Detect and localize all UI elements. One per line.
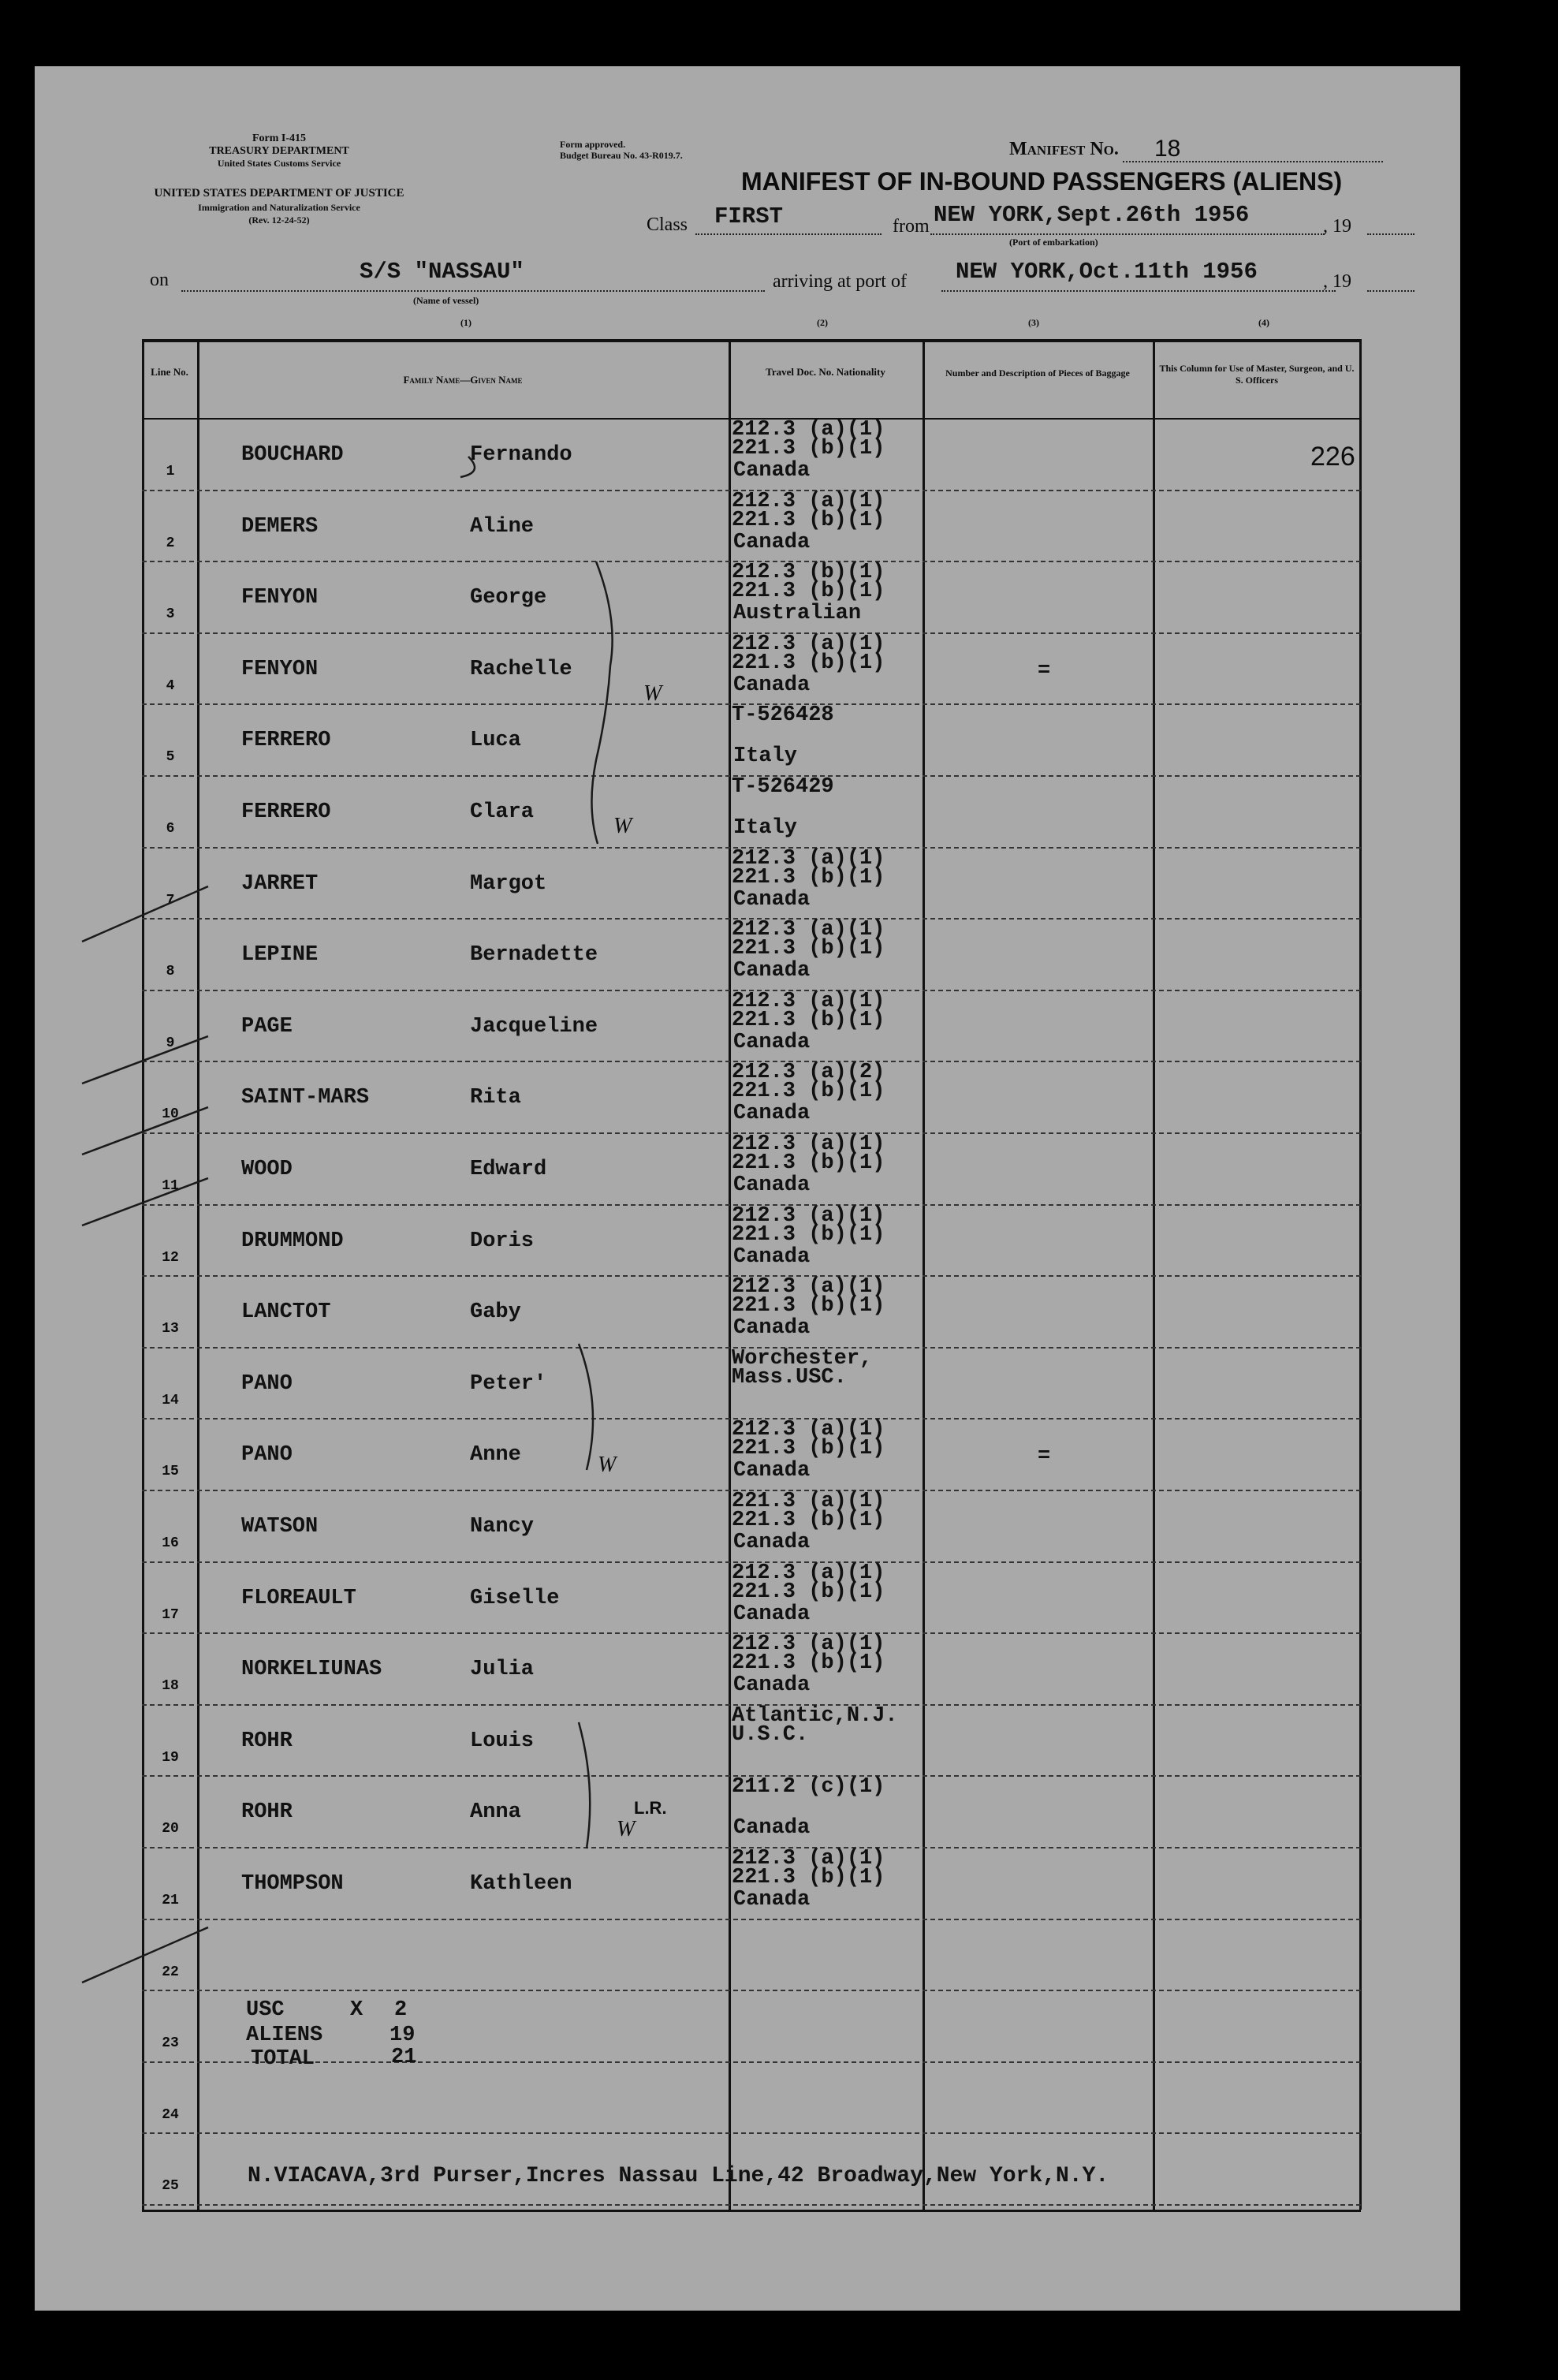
line-number: 22	[162, 1964, 179, 1980]
family-name: PANO	[241, 1443, 293, 1468]
travel-doc-1: Worchester,	[732, 1346, 873, 1371]
given-name: Anna	[470, 1800, 521, 1825]
travel-doc-1: 212.3 (a)(1)	[732, 989, 885, 1013]
travel-doc-1: 212.3 (a)(1)	[732, 1632, 885, 1657]
line-number: 16	[162, 1535, 179, 1551]
family-name: ROHR	[241, 1729, 293, 1753]
travel-doc-2: 221.3 (b)(1)	[732, 580, 885, 604]
usc-value: 2	[394, 1998, 408, 2022]
nationality: Canada	[733, 959, 811, 983]
year-suffix-2: , 19	[1323, 271, 1351, 292]
given-name: Jacqueline	[470, 1014, 598, 1039]
line-number: 5	[166, 749, 175, 766]
family-name: ROHR	[241, 1800, 293, 1825]
page-title: MANIFEST OF IN-BOUND PASSENGERS (ALIENS)	[741, 167, 1343, 196]
travel-doc-1: Atlantic,N.J.	[732, 1703, 898, 1728]
col-header-travel-doc: Travel Doc. No. Nationality	[766, 366, 885, 378]
initial-mark-4: W	[617, 1817, 636, 1841]
nationality: Canada	[733, 459, 811, 483]
line-number: 8	[166, 964, 175, 980]
given-name: Kathleen	[470, 1872, 572, 1896]
family-name: FENYON	[241, 586, 319, 610]
given-name: Giselle	[470, 1586, 560, 1610]
budget-bureau: Budget Bureau No. 43-R019.7.	[560, 150, 683, 161]
manifest-no-value: 18	[1154, 136, 1181, 162]
given-name: Rachelle	[470, 657, 572, 681]
line-number: 20	[162, 1821, 179, 1837]
travel-doc-1: 212.3 (b)(1)	[732, 561, 885, 585]
line-number: 11	[162, 1178, 179, 1194]
travel-doc-1: 212.3 (a)(1)	[732, 1847, 885, 1871]
nationality: Italy	[733, 744, 798, 769]
initial-mark-3: W	[598, 1453, 617, 1477]
col-num-1: (1)	[460, 317, 472, 328]
baggage: =	[1038, 1445, 1051, 1469]
given-name: Nancy	[470, 1515, 535, 1539]
nationality: Italy	[733, 816, 798, 840]
nationality: Canada	[733, 1316, 811, 1341]
nationality: Canada	[733, 1673, 811, 1698]
travel-doc-2: 221.3 (b)(1)	[732, 508, 885, 532]
line-number: 10	[162, 1106, 179, 1123]
line-number: 12	[162, 1249, 179, 1266]
line-number: 23	[162, 2035, 179, 2052]
purser-signature-line: N.VIACAVA,3rd Purser,Incres Nassau Line,42 Broadway,New York,N.Y.	[248, 2164, 1109, 2188]
given-name: Gaby	[470, 1300, 521, 1325]
nationality: Canada	[733, 1602, 811, 1626]
given-name: Louis	[470, 1729, 535, 1753]
family-name: DEMERS	[241, 514, 319, 539]
family-name: LEPINE	[241, 943, 319, 968]
travel-doc-2: 221.3 (b)(1)	[732, 1151, 885, 1175]
ins-service: Immigration and Naturalization Service	[198, 202, 360, 213]
family-name: PANO	[241, 1371, 293, 1396]
line-number: 1	[166, 464, 175, 479]
travel-doc-1: 212.3 (a)(2)	[732, 1061, 885, 1085]
family-name: LANCTOT	[241, 1300, 331, 1325]
travel-doc-2: 221.3 (b)(1)	[732, 937, 885, 961]
travel-doc-2: 221.3 (b)(1)	[732, 1222, 885, 1247]
initial-mark-2: W	[613, 814, 632, 838]
nationality: Canada	[733, 1244, 811, 1269]
col-header-baggage: Number and Description of Pieces of Baggage	[945, 367, 1130, 379]
customs-service: United States Customs Service	[217, 158, 341, 169]
given-name: George	[470, 586, 547, 610]
family-name: FERRERO	[241, 800, 331, 824]
given-name: Luca	[470, 729, 521, 753]
nationality: Canada	[733, 1531, 811, 1554]
travel-doc-1: T-526429	[732, 775, 834, 799]
travel-doc-2: 221.3 (b)(1)	[732, 1294, 885, 1319]
travel-doc-1: 212.3 (a)(1)	[732, 1132, 885, 1156]
line-number: 9	[166, 1035, 175, 1051]
given-name: Edward	[470, 1158, 547, 1181]
travel-doc-1: 211.2 (c)(1)	[732, 1775, 885, 1800]
nationality: Canada	[733, 1888, 811, 1912]
arriving-label: arriving at port of	[773, 271, 907, 292]
nationality: Canada	[733, 1459, 811, 1483]
given-name: Peter'	[470, 1371, 547, 1396]
travel-doc-1: 212.3 (a)(1)	[732, 846, 885, 871]
line-number: 13	[162, 1321, 179, 1337]
family-name: PAGE	[241, 1014, 293, 1039]
travel-doc-2: 221.3 (b)(1)	[732, 651, 885, 675]
handwritten-marks	[35, 66, 1460, 2311]
family-name: WOOD	[241, 1158, 293, 1181]
revision: (Rev. 12-24-52)	[248, 214, 310, 226]
line-number: 17	[162, 1606, 179, 1623]
manifest-page	[35, 66, 1460, 2311]
on-label: on	[150, 270, 169, 290]
from-value: NEW YORK,Sept.26th 1956	[934, 202, 1250, 228]
travel-doc-1: 212.3 (a)(1)	[732, 418, 885, 442]
vessel-caption: (Name of vessel)	[413, 295, 479, 306]
manifest-no-label: Manifest No.	[1009, 139, 1119, 159]
aliens-label: ALIENS	[246, 2024, 323, 2047]
line-number: 15	[162, 1464, 179, 1480]
family-name: JARRET	[241, 871, 319, 896]
travel-doc-1: 212.3 (a)(1)	[732, 1561, 885, 1585]
line-number: 3	[166, 606, 175, 623]
total-value: 21	[391, 2046, 417, 2069]
family-name: NORKELIUNAS	[241, 1658, 382, 1682]
col-header-officers: This Column for Use of Master, Surgeon, and U. S. Officers	[1159, 363, 1355, 386]
travel-doc-1: 212.3 (a)(1)	[732, 632, 885, 656]
given-name: Aline	[470, 514, 535, 539]
nationality: Canada	[733, 673, 811, 697]
lr-annotation: L.R.	[634, 1798, 667, 1818]
travel-doc-2: 221.3 (b)(1)	[732, 1651, 885, 1676]
arrival-value: NEW YORK,Oct.11th 1956	[956, 259, 1258, 285]
travel-doc-2: U.S.C.	[732, 1722, 809, 1747]
nationality: Canada	[733, 1173, 811, 1197]
travel-doc-2: 221.3 (b)(1)	[732, 1509, 885, 1532]
nationality: Canada	[733, 1102, 811, 1126]
family-name: THOMPSON	[241, 1872, 344, 1896]
given-name: Fernando	[470, 443, 572, 467]
col-num-2: (2)	[817, 317, 828, 328]
travel-doc-2: 221.3 (b)(1)	[732, 1008, 885, 1032]
from-label: from	[893, 216, 930, 237]
line-number: 21	[162, 1893, 179, 1908]
nationality: Canada	[733, 530, 811, 554]
travel-doc-2: 221.3 (b)(1)	[732, 1580, 885, 1604]
nationality: Canada	[733, 887, 811, 912]
family-name: WATSON	[241, 1515, 319, 1539]
vessel-name: S/S "NASSAU"	[360, 259, 524, 285]
baggage: =	[1038, 658, 1051, 683]
line-number: 24	[162, 2106, 179, 2123]
family-name: BOUCHARD	[241, 443, 344, 467]
given-name: Doris	[470, 1229, 535, 1253]
year-suffix-1: , 19	[1323, 216, 1351, 237]
port-caption: (Port of embarkation)	[1009, 237, 1098, 248]
travel-doc-1: 221.3 (a)(1)	[732, 1490, 885, 1513]
form-number: Form I-415	[252, 132, 307, 144]
travel-doc-1: 212.3 (a)(1)	[732, 1203, 885, 1228]
line-number: 7	[166, 892, 175, 908]
travel-doc-2: 221.3 (b)(1)	[732, 1866, 885, 1889]
col-header-name: Family Name—Given Name	[403, 374, 523, 386]
treasury-dept: TREASURY DEPARTMENT	[209, 145, 349, 157]
col-header-line-no: Line No.	[151, 366, 188, 378]
travel-doc-2: Mass.USC.	[732, 1365, 847, 1390]
travel-doc-1: 212.3 (a)(1)	[732, 489, 885, 513]
family-name: DRUMMOND	[241, 1229, 344, 1253]
line-number: 14	[162, 1392, 179, 1408]
family-name: FLOREAULT	[241, 1586, 356, 1610]
nationality: Canada	[733, 1816, 811, 1841]
line-number: 6	[166, 821, 175, 837]
line-number: 19	[162, 1749, 179, 1766]
family-name: SAINT-MARS	[241, 1086, 370, 1110]
justice-dept: UNITED STATES DEPARTMENT OF JUSTICE	[154, 187, 404, 200]
initial-mark-1: W	[643, 681, 662, 706]
usc-label: USC	[246, 1998, 285, 2022]
travel-doc-1: 212.3 (a)(1)	[732, 1275, 885, 1300]
given-name: Clara	[470, 800, 535, 824]
line-number: 18	[162, 1678, 179, 1695]
family-name: FERRERO	[241, 729, 331, 753]
travel-doc-2: 221.3 (b)(1)	[732, 1080, 885, 1104]
line-number: 4	[166, 677, 175, 694]
usc-mark: X	[350, 1998, 363, 2022]
travel-doc-2: 221.3 (b)(1)	[732, 1437, 885, 1461]
given-name: Julia	[470, 1658, 535, 1682]
total-label: TOTAL	[251, 2047, 315, 2071]
given-name: Bernadette	[470, 943, 598, 968]
nationality: Canada	[733, 1030, 811, 1054]
travel-doc-2: 221.3 (b)(1)	[732, 437, 885, 461]
officer-note: 226	[1310, 442, 1355, 472]
col-num-3: (3)	[1028, 317, 1039, 328]
given-name: Rita	[470, 1086, 521, 1110]
aliens-value: 19	[390, 2024, 416, 2047]
class-value: FIRST	[714, 203, 784, 229]
travel-doc-2: 221.3 (b)(1)	[732, 865, 885, 890]
line-number: 2	[166, 535, 175, 551]
given-name: Margot	[470, 871, 547, 896]
given-name: Anne	[470, 1443, 521, 1468]
family-name: FENYON	[241, 657, 319, 681]
travel-doc-1: 212.3 (a)(1)	[732, 918, 885, 942]
travel-doc-1: T-526428	[732, 703, 834, 728]
line-number: 25	[162, 2178, 179, 2195]
travel-doc-1: 212.3 (a)(1)	[732, 1418, 885, 1442]
nationality: Australian	[733, 602, 862, 626]
form-approved: Form approved.	[560, 139, 626, 150]
class-label: Class	[647, 214, 688, 235]
col-num-4: (4)	[1258, 317, 1269, 328]
